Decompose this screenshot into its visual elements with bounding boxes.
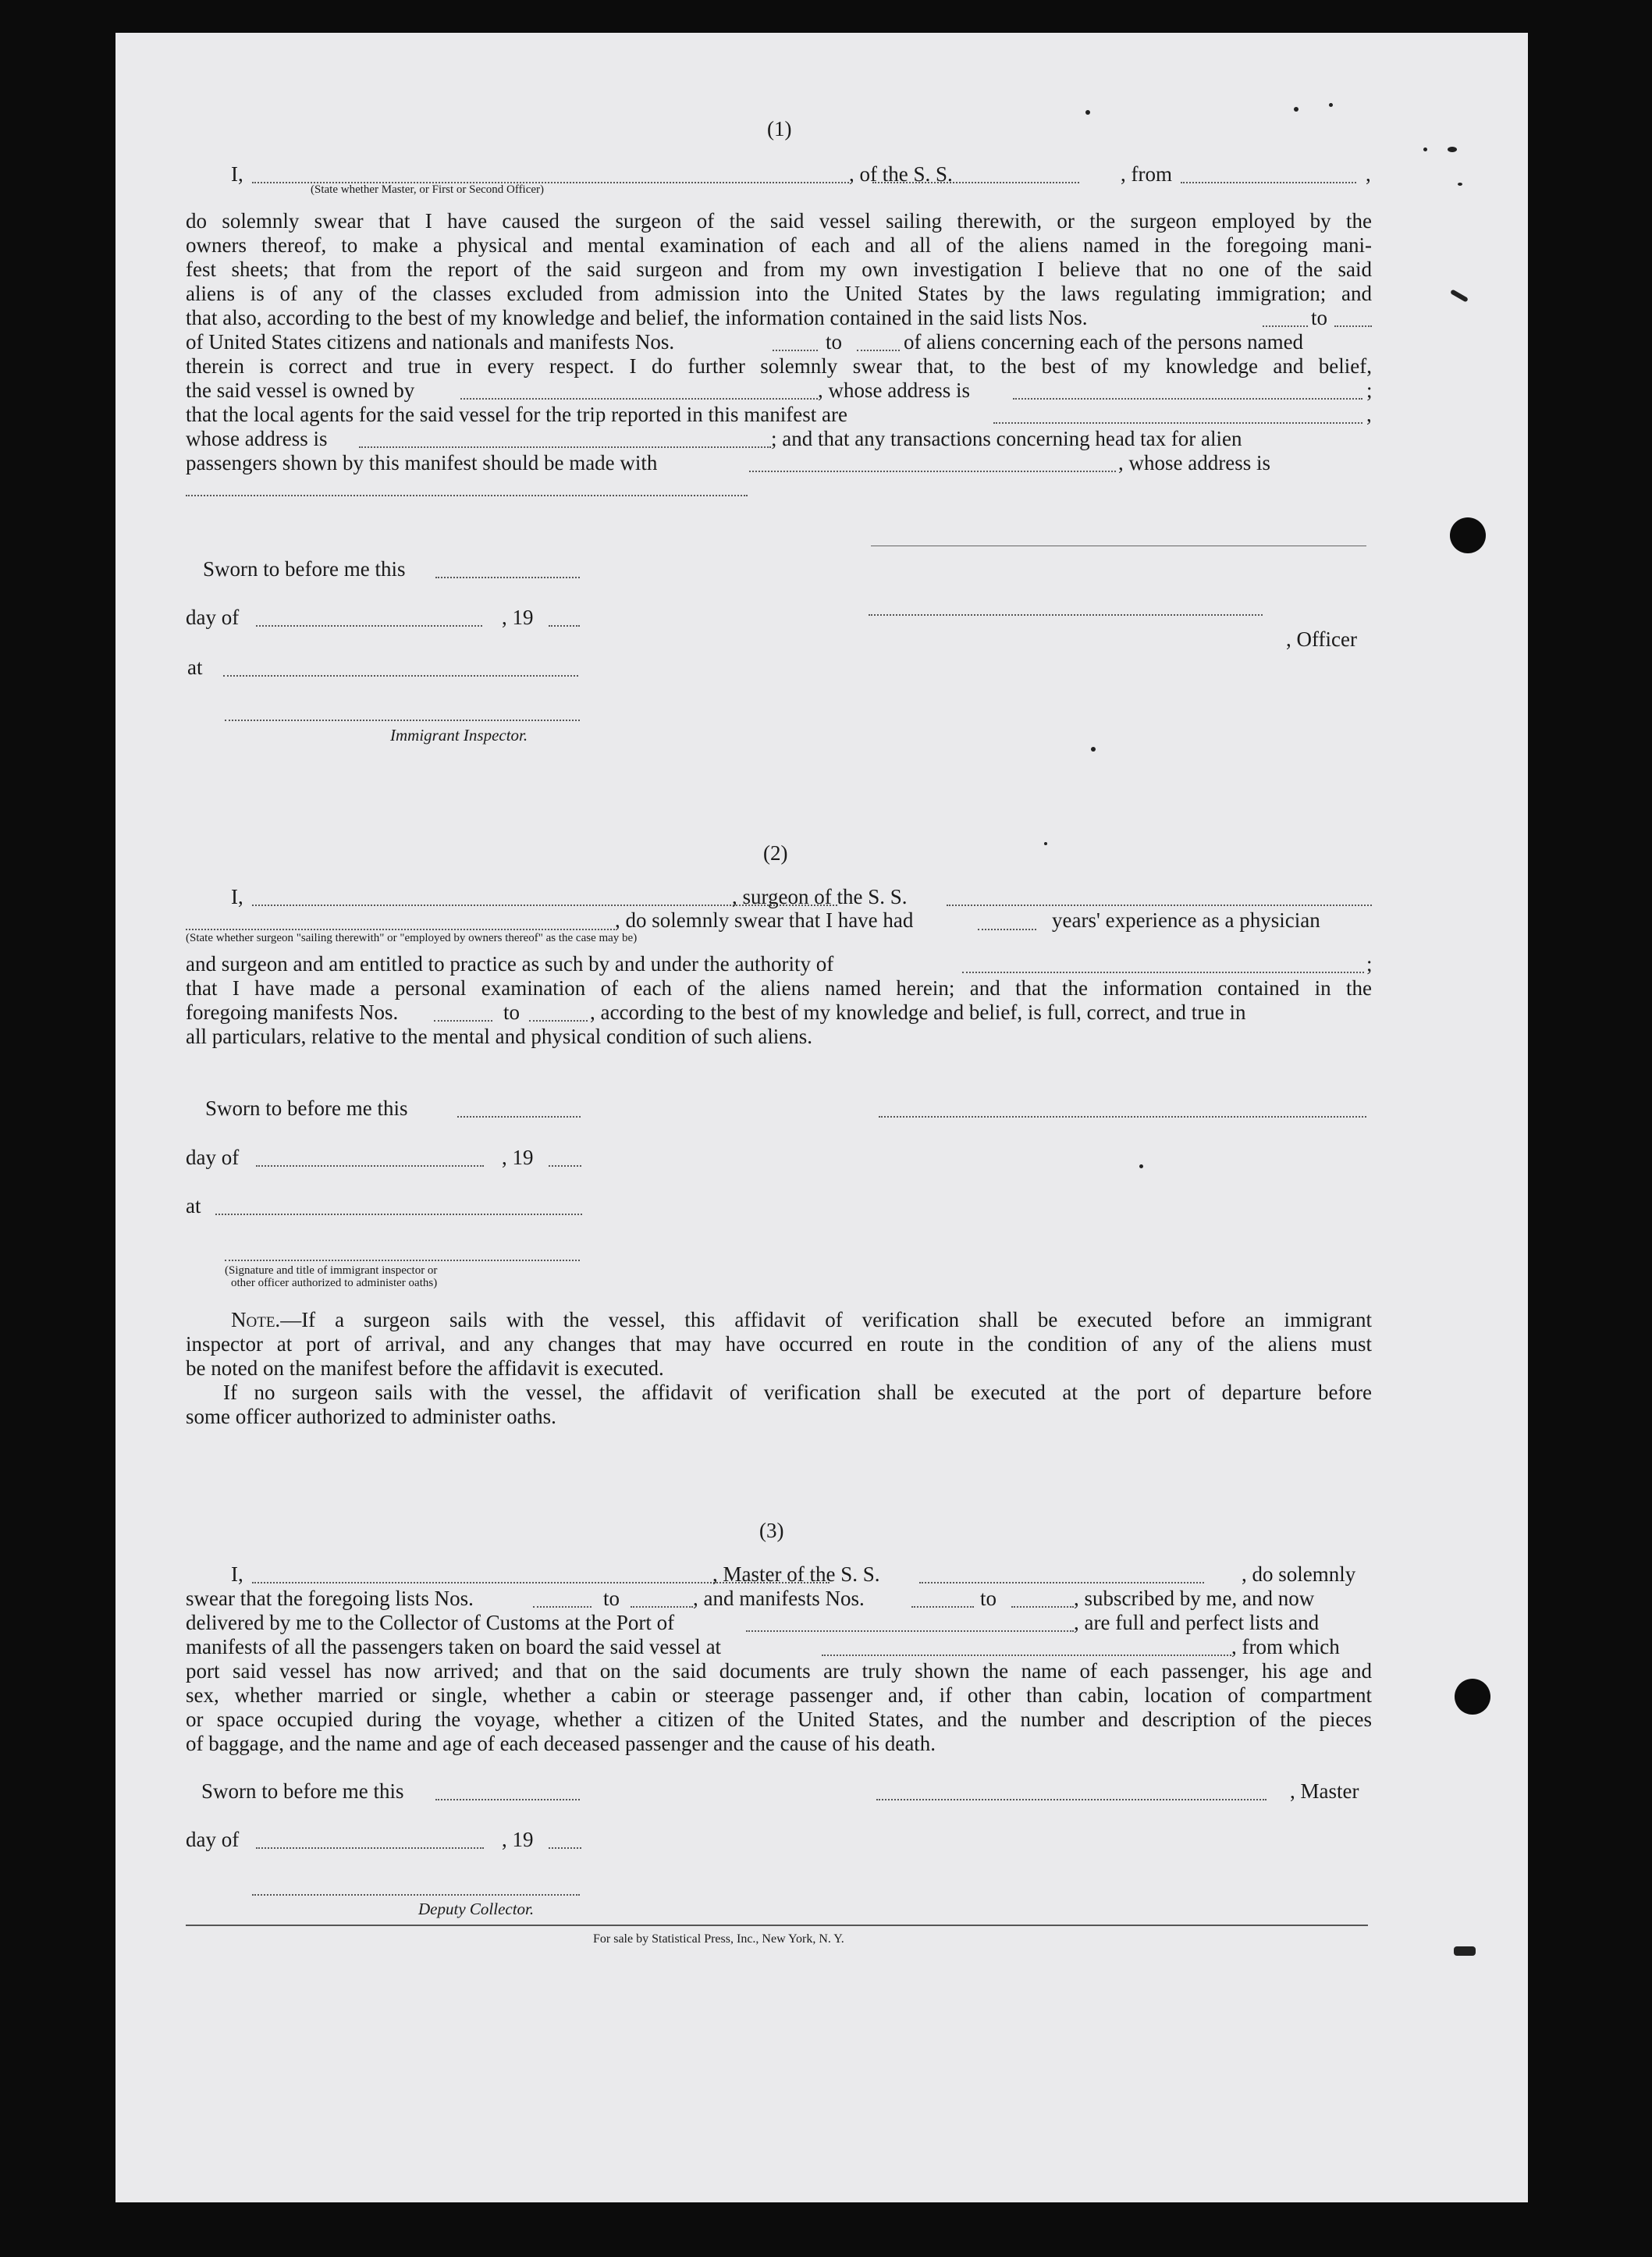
s2-manifests-from-field[interactable] [434,1020,492,1022]
s1-i: I, [231,162,243,186]
s2-day-of: day of [186,1146,240,1169]
s3-lists-from-field[interactable] [533,1606,592,1608]
s2-sworn-field[interactable] [457,1116,581,1118]
s1-of-ss: , of the S. S. [849,162,953,186]
s2-sig-note-1: (Signature and title of immigrant inspector or [225,1264,438,1277]
s1-line-2: owners thereof, to make a physical and mental examination of each and all of the aliens named in the foregoing mani- [186,233,1372,257]
s2-i: I, [231,885,243,908]
s2-note-p2-line-1: If no surgeon sails with the vessel, the affidavit of verification shall be executed at the port of departure before [223,1381,1372,1404]
s2-note-p2-line-2: some officer authorized to administer oaths. [186,1405,556,1428]
s3-master-of: , Master of the S. S. [712,1562,880,1586]
scan-speck [1294,107,1299,112]
s1-lists-from-field[interactable] [1263,325,1308,327]
punch-hole [1450,517,1486,553]
section-2-number: (2) [763,841,788,865]
s1-line-11b: , whose address is [1118,451,1270,475]
s1-lists-to-field[interactable] [1334,325,1372,327]
s2-sworn-label: Sworn to before me this [205,1097,408,1120]
s1-at: at [187,656,203,679]
s2-line-4: that I have made a personal examination of each of the aliens named herein; and that the information contained in the [186,976,1372,1000]
s3-sworn-label: Sworn to before me this [201,1779,404,1803]
s1-owner-address-field[interactable] [1013,398,1362,400]
s2-line-2a: , do solemnly swear that I have had [615,908,914,932]
s3-master-label: , Master [1290,1779,1359,1803]
s1-officer-note: (State whether Master, or First or Second Officer) [311,183,545,196]
s1-sworn-label: Sworn to before me this [203,557,406,581]
s3-lists-to-field[interactable] [631,1606,693,1608]
s1-ship-field[interactable] [872,182,1079,183]
s2-note-text: —If a surgeon sails with the vessel, this affidavit of verification shall be executed before an immigrant [280,1308,1372,1331]
s1-line-10a: whose address is [186,427,328,450]
s1-line-8c: ; [1366,379,1373,402]
s3-i: I, [231,1562,243,1586]
s2-year-field[interactable] [549,1165,581,1167]
s1-day-of: day of [186,606,240,629]
s1-line-10b: ; and that any transactions concerning head tax for alien [771,427,1242,450]
s2-surgeon-of: , surgeon of the S. S. [732,885,908,908]
s1-day-field[interactable] [256,625,482,627]
s1-line-5b: to [1311,306,1328,329]
s1-line-6a: of United States citizens and nationals and manifests Nos. [186,330,675,354]
s2-day-field[interactable] [256,1165,484,1167]
s3-day-field[interactable] [256,1847,484,1849]
scan-speck [1139,1164,1143,1168]
s2-note-line-3: be noted on the manifest before the affidavit is executed. [186,1356,664,1380]
s1-owner-field[interactable] [460,398,818,400]
s3-line-4a: manifests of all the passengers taken on board the said vessel at [186,1635,722,1658]
footer-rule [186,1925,1368,1926]
s1-from-field[interactable] [1181,182,1356,183]
s2-at-field[interactable] [215,1214,582,1215]
s2-signature-field[interactable] [879,1116,1366,1118]
s1-line-6c: of aliens concerning each of the persons named [904,330,1304,354]
s2-ship-field[interactable] [947,905,1372,906]
s1-manifests-from-field[interactable] [773,350,818,351]
s1-line-7: therein is correct and true in every respect. I do further solemnly swear that, to the best of my knowledge and belief, [186,354,1372,378]
s1-officer-signature-field[interactable] [869,614,1263,616]
scan-speck [1450,289,1469,302]
s3-line-4b: , from which [1231,1635,1340,1658]
s3-ship-field[interactable] [919,1582,1204,1583]
s1-line-8b: , whose address is [818,379,970,402]
s3-line-2a: swear that the foregoing lists Nos. [186,1587,474,1610]
s3-manifests-to-field[interactable] [1011,1606,1074,1608]
scan-speck [1458,183,1462,186]
s2-line-5b: to [503,1001,520,1024]
s3-manifests-from-field[interactable] [911,1606,974,1608]
s3-line-2d: to [980,1587,997,1610]
s2-note-line-2: inspector at port of arrival, and any changes that may have occurred en route in the condition of any of the aliens must [186,1332,1372,1356]
s3-line-3b: , are full and perfect lists and [1074,1611,1320,1634]
s1-officer-label: , Officer [1286,627,1357,651]
s1-line-4: aliens is of any of the classes excluded from admission into the United States by the laws regulating immigration; and [186,282,1372,305]
scan-speck [1085,110,1090,115]
s2-inspector-signature-field[interactable] [225,1260,580,1261]
s3-sworn-field[interactable] [435,1799,580,1800]
s2-line-5a: foregoing manifests Nos. [186,1001,399,1024]
s1-agents-address-field[interactable] [359,446,771,448]
s1-line-3: fest sheets; that from the report of the said surgeon and from my own investigation I believe that no one of the said [186,258,1372,281]
s1-line-5a: that also, according to the best of my knowledge and belief, the information contained in the said lists Nos. [186,306,1088,329]
s2-surgeon-type-field[interactable] [186,929,615,930]
manifest-back-page [115,33,1528,2202]
s1-at-field[interactable] [223,675,578,677]
section-1-number: (1) [767,117,792,140]
s3-collector-signature-field[interactable] [252,1894,580,1896]
s2-line-2b: years' experience as a physician [1052,908,1320,932]
s3-line-7: or space occupied during the voyage, whether a citizen of the United States, and the number and description of the pieces [186,1708,1372,1731]
s3-line-2e: , subscribed by me, and now [1074,1587,1315,1610]
s2-at: at [186,1194,201,1217]
scan-speck [1448,147,1457,152]
s2-years-field[interactable] [978,929,1036,930]
s1-line-11a: passengers shown by this manifest should be made with [186,451,658,475]
s3-boarding-port-field[interactable] [822,1655,1231,1656]
s1-line-6b: to [826,330,843,354]
s1-year: , 19 [502,606,534,629]
punch-hole [1455,1679,1490,1715]
s1-sworn-field[interactable] [435,577,580,578]
s2-year: , 19 [502,1146,534,1169]
s3-line-8: of baggage, and the name and age of each deceased passenger and the cause of his death. [186,1732,936,1755]
s2-line-6: all particulars, relative to the mental and physical condition of such aliens. [186,1025,812,1048]
scan-speck [1329,103,1333,107]
section-3-number: (3) [759,1519,784,1542]
s2-line-5c: , according to the best of my knowledge and belief, is full, correct, and true in [590,1001,1246,1024]
s3-day-of: day of [186,1828,240,1851]
s1-from: , from [1121,162,1172,186]
s1-line-9a: that the local agents for the said vessel for the trip reported in this manifest are [186,403,847,426]
s1-line-1: do solemnly swear that I have caused the surgeon of the said vessel sailing therewith, or the surgeon employed by the [186,209,1372,233]
s1-comma: , [1366,162,1371,186]
s3-line-5: port said vessel has now arrived; and that on the said documents are truly shown the name of each passenger, his age and [186,1659,1372,1683]
s1-head-tax-address-field[interactable] [186,495,748,496]
s2-line-3a: and surgeon and am entitled to practice as such by and under the authority of [186,952,834,976]
s1-line-9b: , [1366,403,1372,426]
s3-line-2b: to [603,1587,620,1610]
s3-port-field[interactable] [746,1630,1074,1632]
scan-speck [1044,842,1047,845]
s1-head-tax-field[interactable] [749,471,1116,472]
scan-speck [1091,747,1096,752]
s2-note-line-1 [231,1308,1372,1332]
s3-year-field[interactable] [549,1847,581,1849]
s2-note-label: Note. [231,1308,281,1331]
s2-line-3b: ; [1366,952,1373,976]
s1-agents-field[interactable] [993,422,1362,424]
s1-manifests-to-field[interactable] [857,350,900,351]
s1-line-8a: the said vessel is owned by [186,379,415,402]
s1-year-field[interactable] [549,625,580,627]
s2-manifests-to-field[interactable] [529,1020,588,1022]
s1-inspector-signature-field[interactable] [225,720,580,721]
s3-line-3a: delivered by me to the Collector of Customs at the Port of [186,1611,675,1634]
s3-line-1b: , do solemnly [1242,1562,1356,1586]
s3-line-6: sex, whether married or single, whether a cabin or steerage passenger and, if other than cabin, location of compartment [186,1683,1372,1707]
s2-sig-note-2: other officer authorized to administer oaths) [231,1277,438,1289]
s3-master-signature-field[interactable] [876,1799,1267,1800]
s3-line-2c: , and manifests Nos. [693,1587,865,1610]
s2-authority-field[interactable] [962,972,1364,973]
s3-year: , 19 [502,1828,534,1851]
footer-imprint: For sale by Statistical Press, Inc., New York, N. Y. [593,1932,844,1946]
s2-surgeon-note: (State whether surgeon "sailing therewith" or "employed by owners thereof" as the case may be) [186,932,638,944]
s1-inspector-title: Immigrant Inspector. [390,726,528,745]
s3-collector-title: Deputy Collector. [418,1900,535,1918]
scan-speck [1423,148,1427,151]
scan-speck [1454,1946,1476,1956]
